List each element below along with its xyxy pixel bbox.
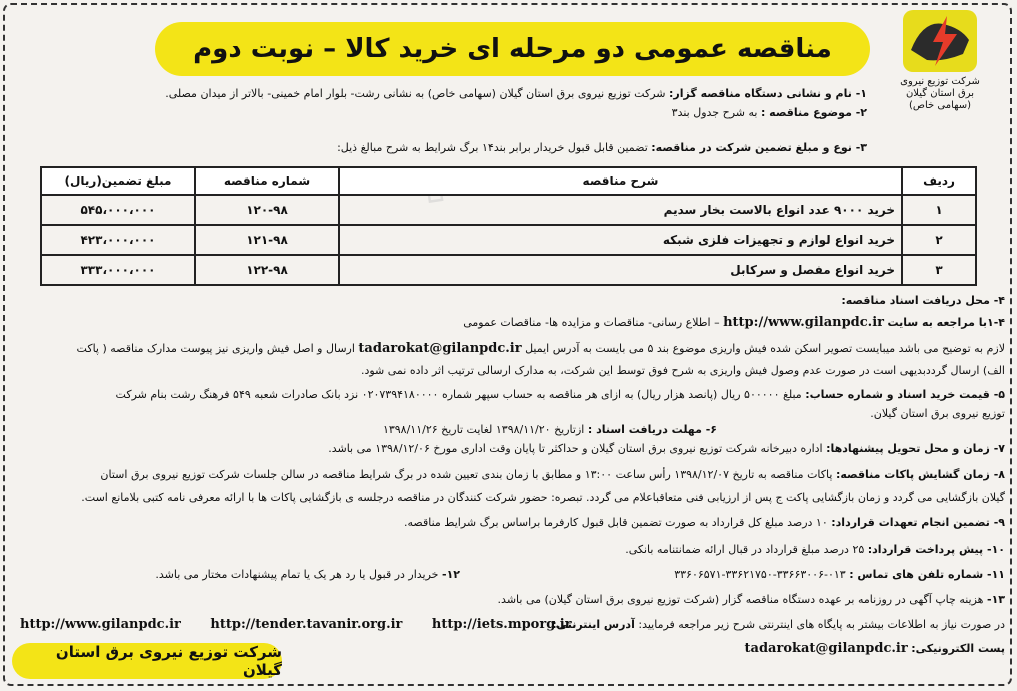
link-mporg[interactable]: http://iets.mporg.ir bbox=[431, 617, 572, 632]
title-banner bbox=[155, 22, 870, 76]
section-10-text: ۲۵ درصد مبلغ قرارداد در قبال ارائه ضمانتنامه بانکی. bbox=[625, 543, 865, 556]
table-row bbox=[41, 225, 976, 255]
section-11-label: ۱۱- شماره تلفن های تماس : bbox=[849, 568, 1005, 581]
row-code: ۱۲۲-۹۸ bbox=[195, 255, 339, 285]
section-14-text: در صورت نیاز به اطلاعات بیشتر به پایگاه های اینترنتی شرح زیر مراجعه فرمایید: bbox=[638, 618, 1005, 631]
link-tavanir[interactable]: http://tender.tavanir.org.ir bbox=[210, 617, 403, 632]
section-2 bbox=[12, 105, 867, 120]
section-13 bbox=[12, 592, 1005, 607]
email-label: پست الکترونیکی: bbox=[911, 642, 1005, 655]
company-logo bbox=[875, 10, 1005, 140]
section-9-text: ۱۰ درصد مبلغ کل قرارداد به صورت تضمین قابل قبول کارفرما براساس برگ شرایط مناقصه. bbox=[404, 516, 828, 529]
section-4-1b-post: ارسال و اصل فیش واریزی نیز پیوست مدارک مناقصه ( پاکت bbox=[76, 342, 355, 355]
section-4-label: ۴- محل دریافت اسناد مناقصه: bbox=[841, 294, 1005, 307]
section-7-text: اداره دبیرخانه شرکت توزیع نیروی برق استان گیلان و حداکثر تا پایان وقت اداری مورخ ۱۳۹۸/۱۲/۰۶ می باشد. bbox=[328, 442, 823, 455]
section-6-label: ۶- مهلت دریافت اسناد : bbox=[587, 423, 717, 436]
section-8 bbox=[12, 467, 1005, 482]
section-6 bbox=[12, 422, 717, 437]
internet-label: آدرس اینترنتی: bbox=[552, 618, 635, 631]
section-2-text: به شرح جدول بند۳ bbox=[671, 106, 758, 119]
section-4-1 bbox=[12, 315, 1005, 330]
section-2-label: ۲- موضوع مناقصه : bbox=[760, 106, 867, 119]
section-9-label: ۹- تضمین انجام تعهدات قرارداد: bbox=[831, 516, 1005, 529]
section-4 bbox=[12, 293, 1005, 308]
section-10 bbox=[12, 542, 1005, 557]
row-amount: ۴۲۳،۰۰۰،۰۰۰ bbox=[41, 225, 195, 255]
row-desc: خرید انواع مفصل و سرکابل bbox=[339, 255, 902, 285]
section-12-label: ۱۲- bbox=[441, 568, 460, 581]
section-5-label: ۵- قیمت خرید اسناد و شماره حساب: bbox=[805, 388, 1005, 401]
email-row bbox=[745, 641, 1005, 656]
table-row bbox=[41, 195, 976, 225]
section-4-1b bbox=[12, 341, 1005, 356]
table-row bbox=[41, 255, 976, 285]
row-amount: ۳۳۳،۰۰۰،۰۰۰ bbox=[41, 255, 195, 285]
section-14 bbox=[552, 617, 1005, 632]
table-header-row bbox=[41, 167, 976, 195]
section-9 bbox=[12, 515, 1005, 530]
row-amount: ۵۴۵،۰۰۰،۰۰۰ bbox=[41, 195, 195, 225]
col-header-code: شماره مناقصه bbox=[195, 167, 339, 195]
section-5 bbox=[12, 387, 1005, 402]
gilanpdc-link[interactable]: http://www.gilanpdc.ir bbox=[723, 315, 884, 330]
section-13-text: هزینه چاپ آگهی در روزنامه بر عهده دستگاه مناقصه گزار (شرکت توزیع نیروی برق استان گیلان) می باشد. bbox=[497, 593, 984, 606]
link-gilanpdc[interactable]: http://www.gilanpdc.ir bbox=[20, 617, 181, 632]
internet-links bbox=[20, 617, 572, 632]
logo-caption: شرکت توزیع نیروی برق استان گیلان (سهامی خاص) bbox=[900, 76, 980, 111]
section-4-1-pre: ۱-۴با مراجعه به سایت bbox=[887, 316, 1005, 329]
section-8b: گیلان بازگشایی می گردد و زمان بازگشایی پاکت ج پس از ارزیابی فنی متعاقباعلام می گردد. تبصره: حضور شرکت کنندگان در مناقصه درجلسه ی بازگشایی پاکات ها با ارائه معرفی نامه کتبی بلامانع است. bbox=[81, 491, 1005, 504]
row-no: ۱ bbox=[902, 195, 976, 225]
row-no: ۲ bbox=[902, 225, 976, 255]
section-10-label: ۱۰- پیش پرداخت قرارداد: bbox=[867, 543, 1005, 556]
section-1 bbox=[12, 86, 867, 101]
section-13-label: ۱۳- bbox=[986, 593, 1005, 606]
section-5b: توزیع نیروی برق استان گیلان. bbox=[870, 407, 1005, 420]
section-1-label: ۱- نام و نشانی دستگاه مناقصه گزار: bbox=[669, 87, 867, 100]
row-no: ۳ bbox=[902, 255, 976, 285]
section-6-text: ازتاریخ ۱۳۹۸/۱۱/۲۰ لغایت تاریخ ۱۳۹۸/۱۱/۲۶ bbox=[382, 423, 585, 436]
section-8-text: پاکات مناقصه به تاریخ ۱۳۹۸/۱۲/۰۷ رأس ساعت ۱۳:۰۰ و مطابق با زمان بندی تعیین شده در برگ شرایط مناقصه در سالن جلسات شرکت توزیع نیروی برق استان bbox=[100, 468, 833, 481]
section-7 bbox=[12, 441, 1005, 456]
power-company-logo-icon bbox=[903, 10, 977, 72]
section-7-label: ۷- زمان و محل تحویل پیشنهادها: bbox=[826, 442, 1005, 455]
section-12-text: خریدار در قبول یا رد هر یک یا تمام پیشنهادات مختار می باشد. bbox=[155, 568, 439, 581]
page-title: مناقصه عمومی دو مرحله ای خرید کالا – نوبت دوم bbox=[193, 34, 832, 64]
section-4-1c: الف) ارسال گرددبدیهی است در صورت عدم وصول فیش واریزی به شرح فوق توسط این شرکت، به مدارک ارسالی ترتیب اثر داده نمی شود. bbox=[360, 364, 1005, 377]
tender-table bbox=[40, 166, 977, 286]
section-11-text: ۰۱۳-۳۳۶۶۳۰۰۶-۳۳۶۲۱۷۵۰-۳۳۶۰۶۵۷۱ bbox=[674, 568, 846, 581]
section-12 bbox=[120, 567, 460, 582]
section-1-text: شرکت توزیع نیروی برق استان گیلان (سهامی خاص) به نشانی رشت- بلوار امام خمینی- بالاتر از میدان مصلی. bbox=[165, 87, 666, 100]
email-link[interactable]: tadarokat@gilanpdc.ir bbox=[358, 341, 522, 356]
section-8-label: ۸- زمان گشایش پاکات مناقصه: bbox=[835, 468, 1005, 481]
section-3-text: تضمین قابل قبول خریدار برابر بند۱۴ برگ شرایط به شرح مبالغ ذیل: bbox=[337, 141, 648, 154]
section-3 bbox=[12, 140, 867, 155]
col-header-amount: مبلغ تضمین(ریال) bbox=[41, 167, 195, 195]
section-11 bbox=[674, 567, 1005, 582]
row-code: ۱۲۰-۹۸ bbox=[195, 195, 339, 225]
row-desc: خرید ۹۰۰۰ عدد انواع بالاست بخار سدیم bbox=[339, 195, 902, 225]
row-desc: خرید انواع لوازم و تجهیزات فلزی شبکه bbox=[339, 225, 902, 255]
col-header-row-no: ردیف bbox=[902, 167, 976, 195]
footer-company-banner: شرکت توزیع نیروی برق استان گیلان bbox=[12, 643, 282, 679]
section-4-1-post: – اطلاع رسانی- مناقصات و مزایده ها- مناقصات عمومی bbox=[463, 316, 720, 329]
row-code: ۱۲۱-۹۸ bbox=[195, 225, 339, 255]
section-3-label: ۳- نوع و مبلغ تضمین شرکت در مناقصه: bbox=[651, 141, 867, 154]
section-5-text: مبلغ ۵۰۰۰۰۰ ریال (پانصد هزار ریال) به ازای هر مناقصه به حساب سپهر شماره ۰۲۰۷۳۹۴۱۸۰۰۰۰ نزد بانک صادرات شعبه ۵۴۹ فرهنگ رشت بنام شرکت bbox=[115, 388, 802, 401]
email-address-link[interactable]: tadarokat@gilanpdc.ir bbox=[744, 641, 908, 656]
section-4-1b-pre: لازم به توضیح می باشد میبایست تصویر اسکن شده فیش واریزی موضوع بند ۵ می بایست به آدرس ایمیل bbox=[525, 342, 1005, 355]
col-header-desc: شرح مناقصه bbox=[339, 167, 902, 195]
